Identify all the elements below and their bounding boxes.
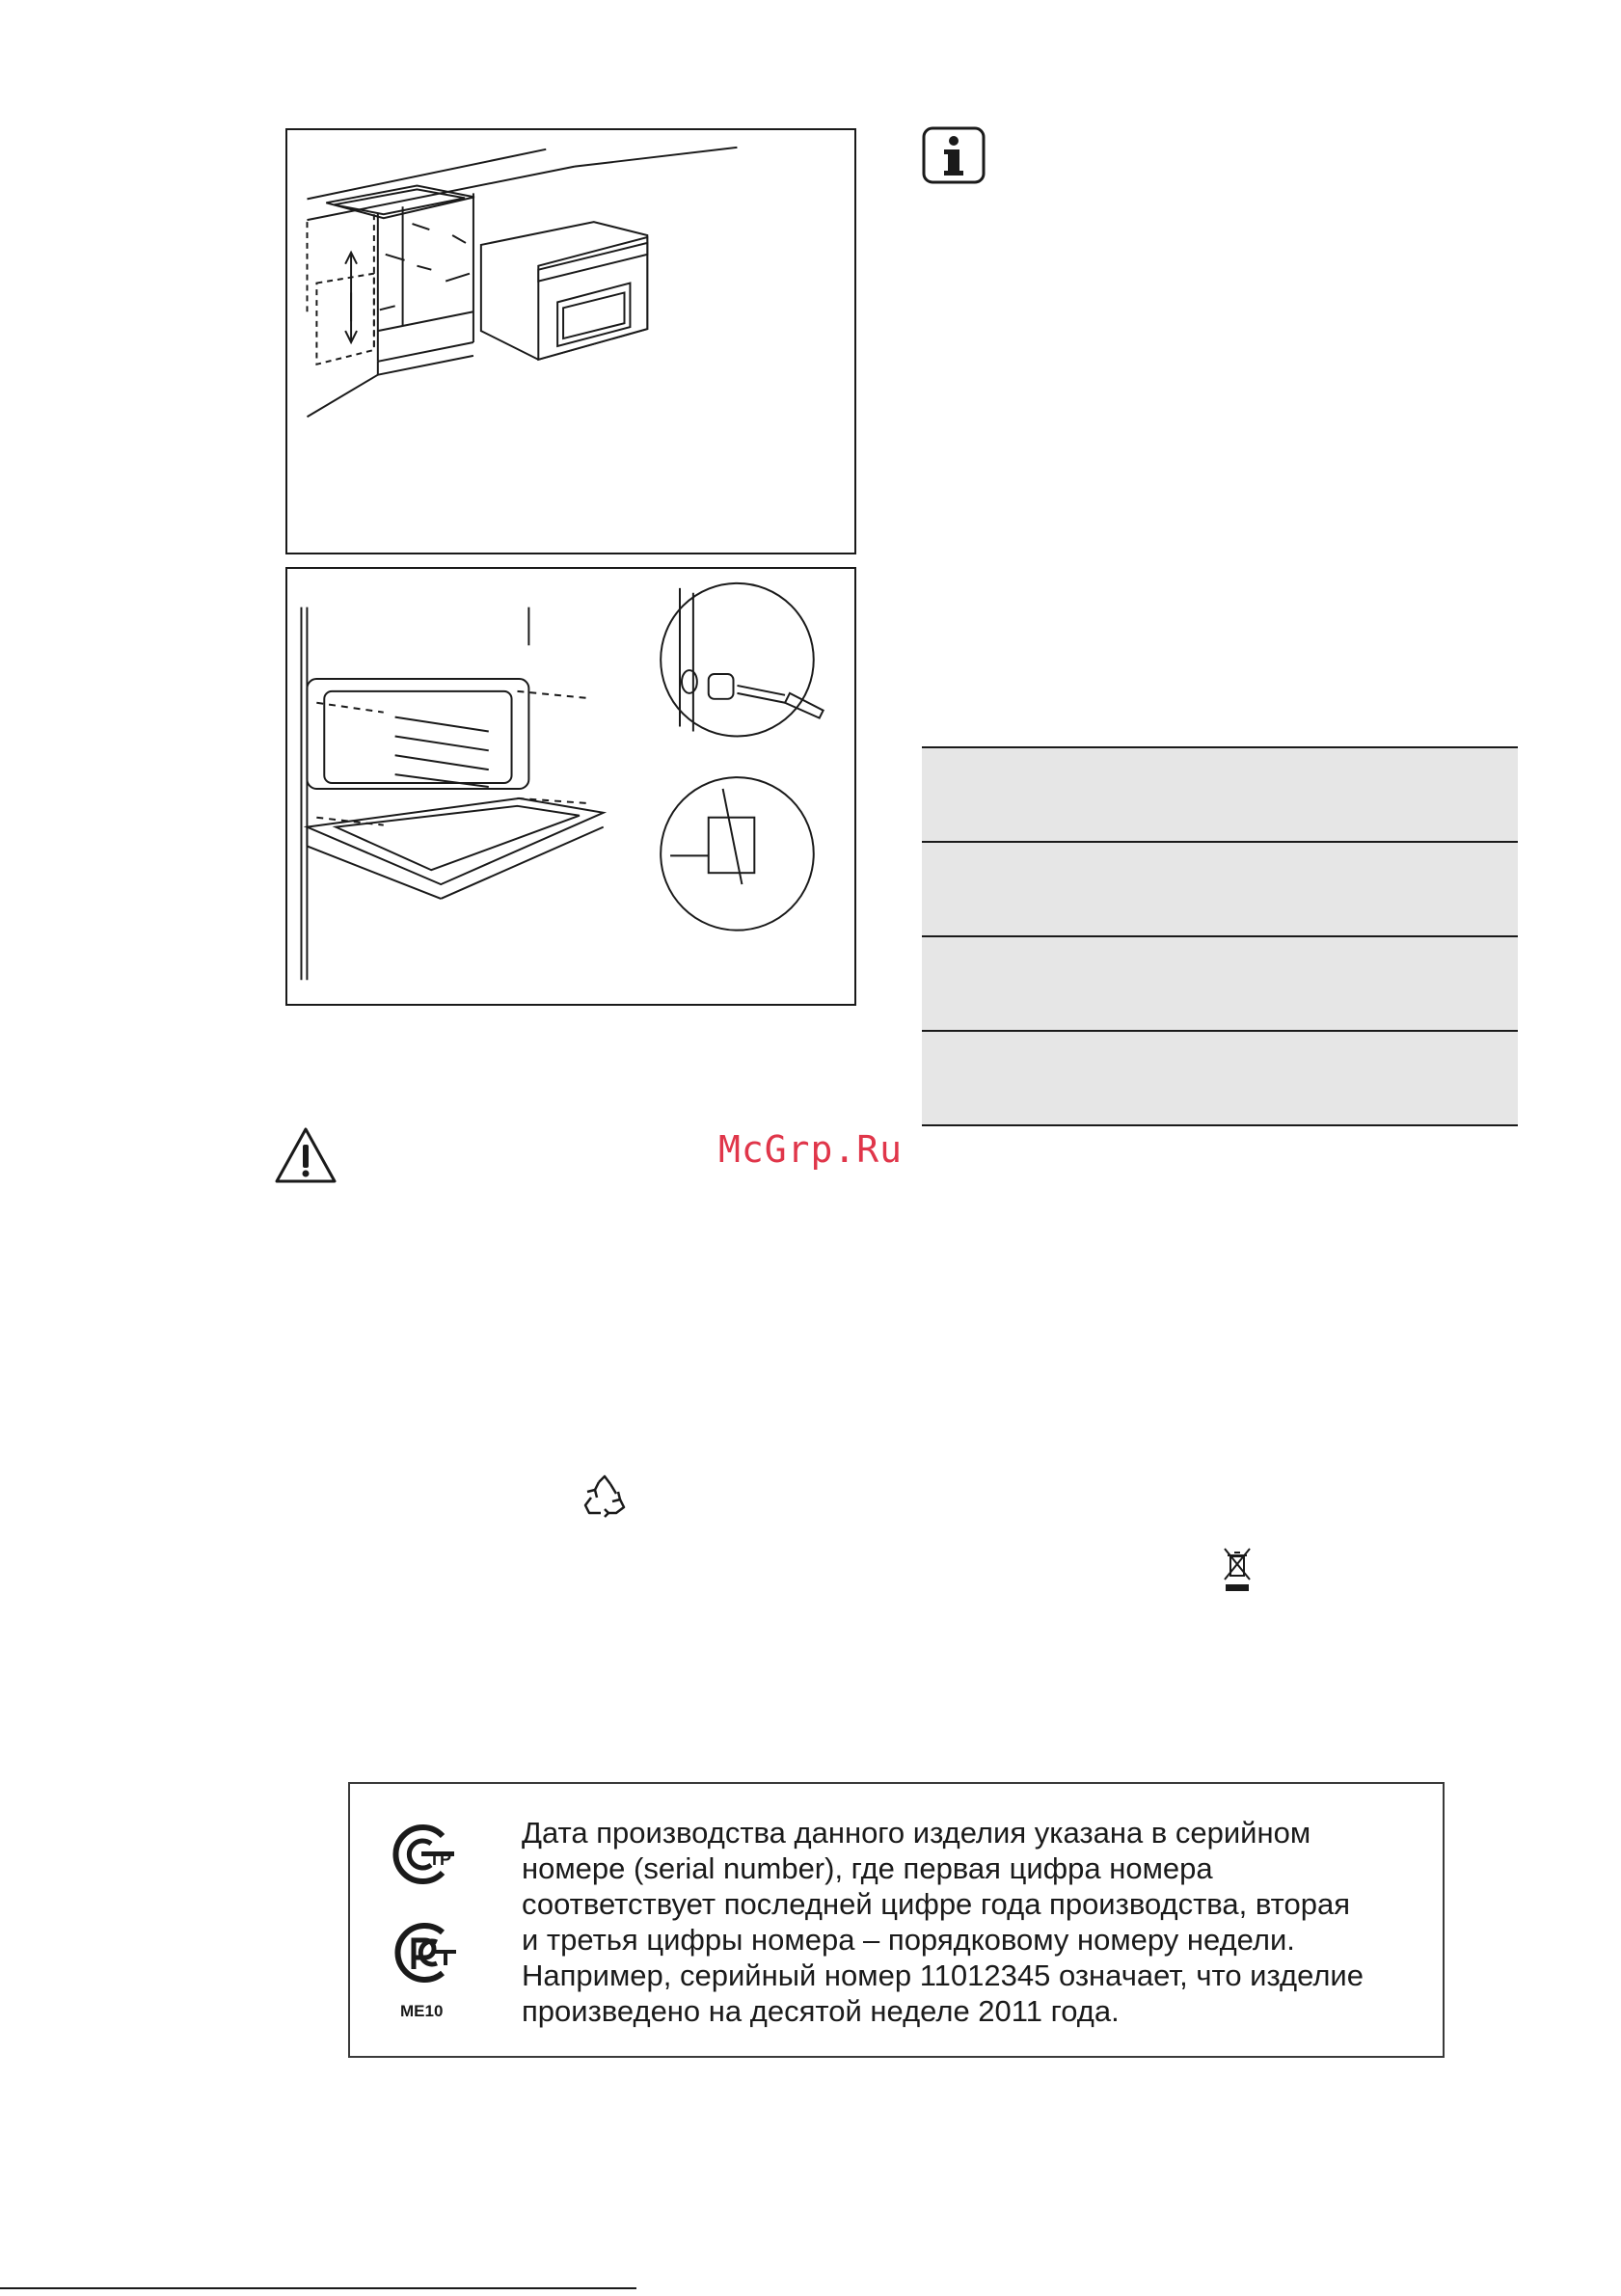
eac-certification-mark [392, 1823, 458, 1886]
certification-box [348, 1782, 1445, 2058]
certification-line: и третья цифры номера – порядковому номеру недели. [522, 1923, 1295, 1957]
svg-text:ТР: ТР [429, 1850, 452, 1869]
gost-r-certification-mark [392, 1921, 458, 1985]
oven-fixing-illustration [287, 569, 854, 1004]
installation-figure-fixing [285, 567, 856, 1006]
cabinet-oven-illustration [287, 130, 854, 553]
certification-line: номере (serial number), где первая цифра номера [522, 1851, 1213, 1885]
crossed-bin-icon [1223, 1547, 1252, 1593]
certification-line: произведено на десятой неделе 2011 года. [522, 1994, 1120, 2028]
table-row [922, 937, 1518, 1030]
certification-line: соответствует последней цифре года производства, вторая [522, 1887, 1351, 1921]
certification-line: Например, серийный номер 11012345 означает, что изделие [522, 1958, 1364, 1992]
watermark-text: McGrp.Ru [718, 1128, 904, 1171]
certification-text [522, 1815, 1364, 2029]
table-row [922, 748, 1518, 841]
table-row [922, 843, 1518, 935]
recycle-icon [581, 1472, 628, 1519]
certification-code: ME10 [400, 2002, 444, 2020]
info-icon [922, 126, 986, 184]
warning-icon [273, 1125, 338, 1185]
certification-line: Дата производства данного изделия указана в серийном [522, 1816, 1311, 1850]
installation-figure-cabinet [285, 128, 856, 554]
table-row [922, 1032, 1518, 1124]
table-rule-bottom [922, 1124, 1518, 1126]
footer-rule [0, 2287, 636, 2289]
